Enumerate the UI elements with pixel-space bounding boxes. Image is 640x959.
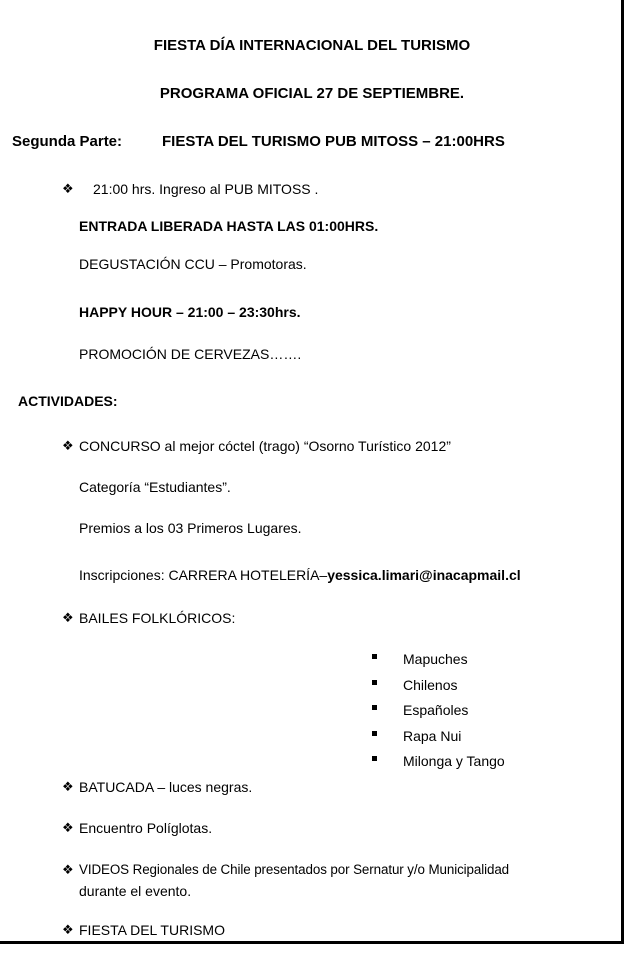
square-bullet-icon xyxy=(372,756,377,761)
bailes-title: BAILES FOLKLÓRICOS: xyxy=(79,610,236,626)
square-bullet-icon xyxy=(372,680,377,685)
square-bullet-icon xyxy=(372,705,377,710)
inscripciones-label: Inscripciones: CARRERA HOTELERÍA– xyxy=(79,567,328,583)
concurso-inscripciones xyxy=(79,566,521,584)
schedule-entrada: ENTRADA LIBERADA HASTA LAS 01:00HRS. xyxy=(79,218,379,234)
list-item: Mapuches xyxy=(403,651,468,667)
email-link[interactable]: yessica.limari@inacapmail.cl xyxy=(327,567,521,583)
schedule-promocion: PROMOCIÓN DE CERVEZAS……. xyxy=(79,346,302,362)
document-title: FIESTA DÍA INTERNACIONAL DEL TURISMO xyxy=(153,37,471,54)
fiesta-final: FIESTA DEL TURISMO xyxy=(79,922,225,938)
diamond-bullet-icon: ❖ xyxy=(62,181,74,196)
concurso-title: CONCURSO al mejor cóctel (trago) “Osorno Turístico 2012” xyxy=(79,438,451,454)
batucada: BATUCADA – luces negras. xyxy=(79,779,253,795)
schedule-ingreso: 21:00 hrs. Ingreso al PUB MITOSS . xyxy=(93,181,319,197)
concurso-prizes: Premios a los 03 Primeros Lugares. xyxy=(79,520,302,536)
schedule-happy-hour: HAPPY HOUR – 21:00 – 23:30hrs. xyxy=(79,304,301,320)
square-bullet-icon xyxy=(372,654,377,659)
list-item: Rapa Nui xyxy=(403,728,462,744)
encuentro: Encuentro Políglotas. xyxy=(79,820,213,836)
list-item: Chilenos xyxy=(403,677,458,693)
diamond-bullet-icon: ❖ xyxy=(62,438,74,453)
concurso-category: Categoría “Estudiantes”. xyxy=(79,479,231,495)
videos-line-2: durante el evento. xyxy=(79,883,192,899)
diamond-bullet-icon: ❖ xyxy=(62,922,74,937)
diamond-bullet-icon: ❖ xyxy=(62,779,74,794)
videos-line-1: VIDEOS Regionales de Chile presentados por Sernatur y/o Municipalidad xyxy=(79,862,510,877)
diamond-bullet-icon: ❖ xyxy=(62,610,74,625)
list-item: Españoles xyxy=(403,702,469,718)
section-label: Segunda Parte: xyxy=(12,133,123,150)
diamond-bullet-icon: ❖ xyxy=(62,820,74,835)
list-item: Milonga y Tango xyxy=(403,753,505,769)
activities-heading: ACTIVIDADES: xyxy=(18,393,118,409)
diamond-bullet-icon: ❖ xyxy=(62,862,74,877)
section-title: FIESTA DEL TURISMO PUB MITOSS – 21:00HRS xyxy=(162,133,505,150)
document-subtitle: PROGRAMA OFICIAL 27 DE SEPTIEMBRE. xyxy=(159,85,465,102)
square-bullet-icon xyxy=(372,731,377,736)
schedule-degustacion: DEGUSTACIÓN CCU – Promotoras. xyxy=(79,256,307,272)
